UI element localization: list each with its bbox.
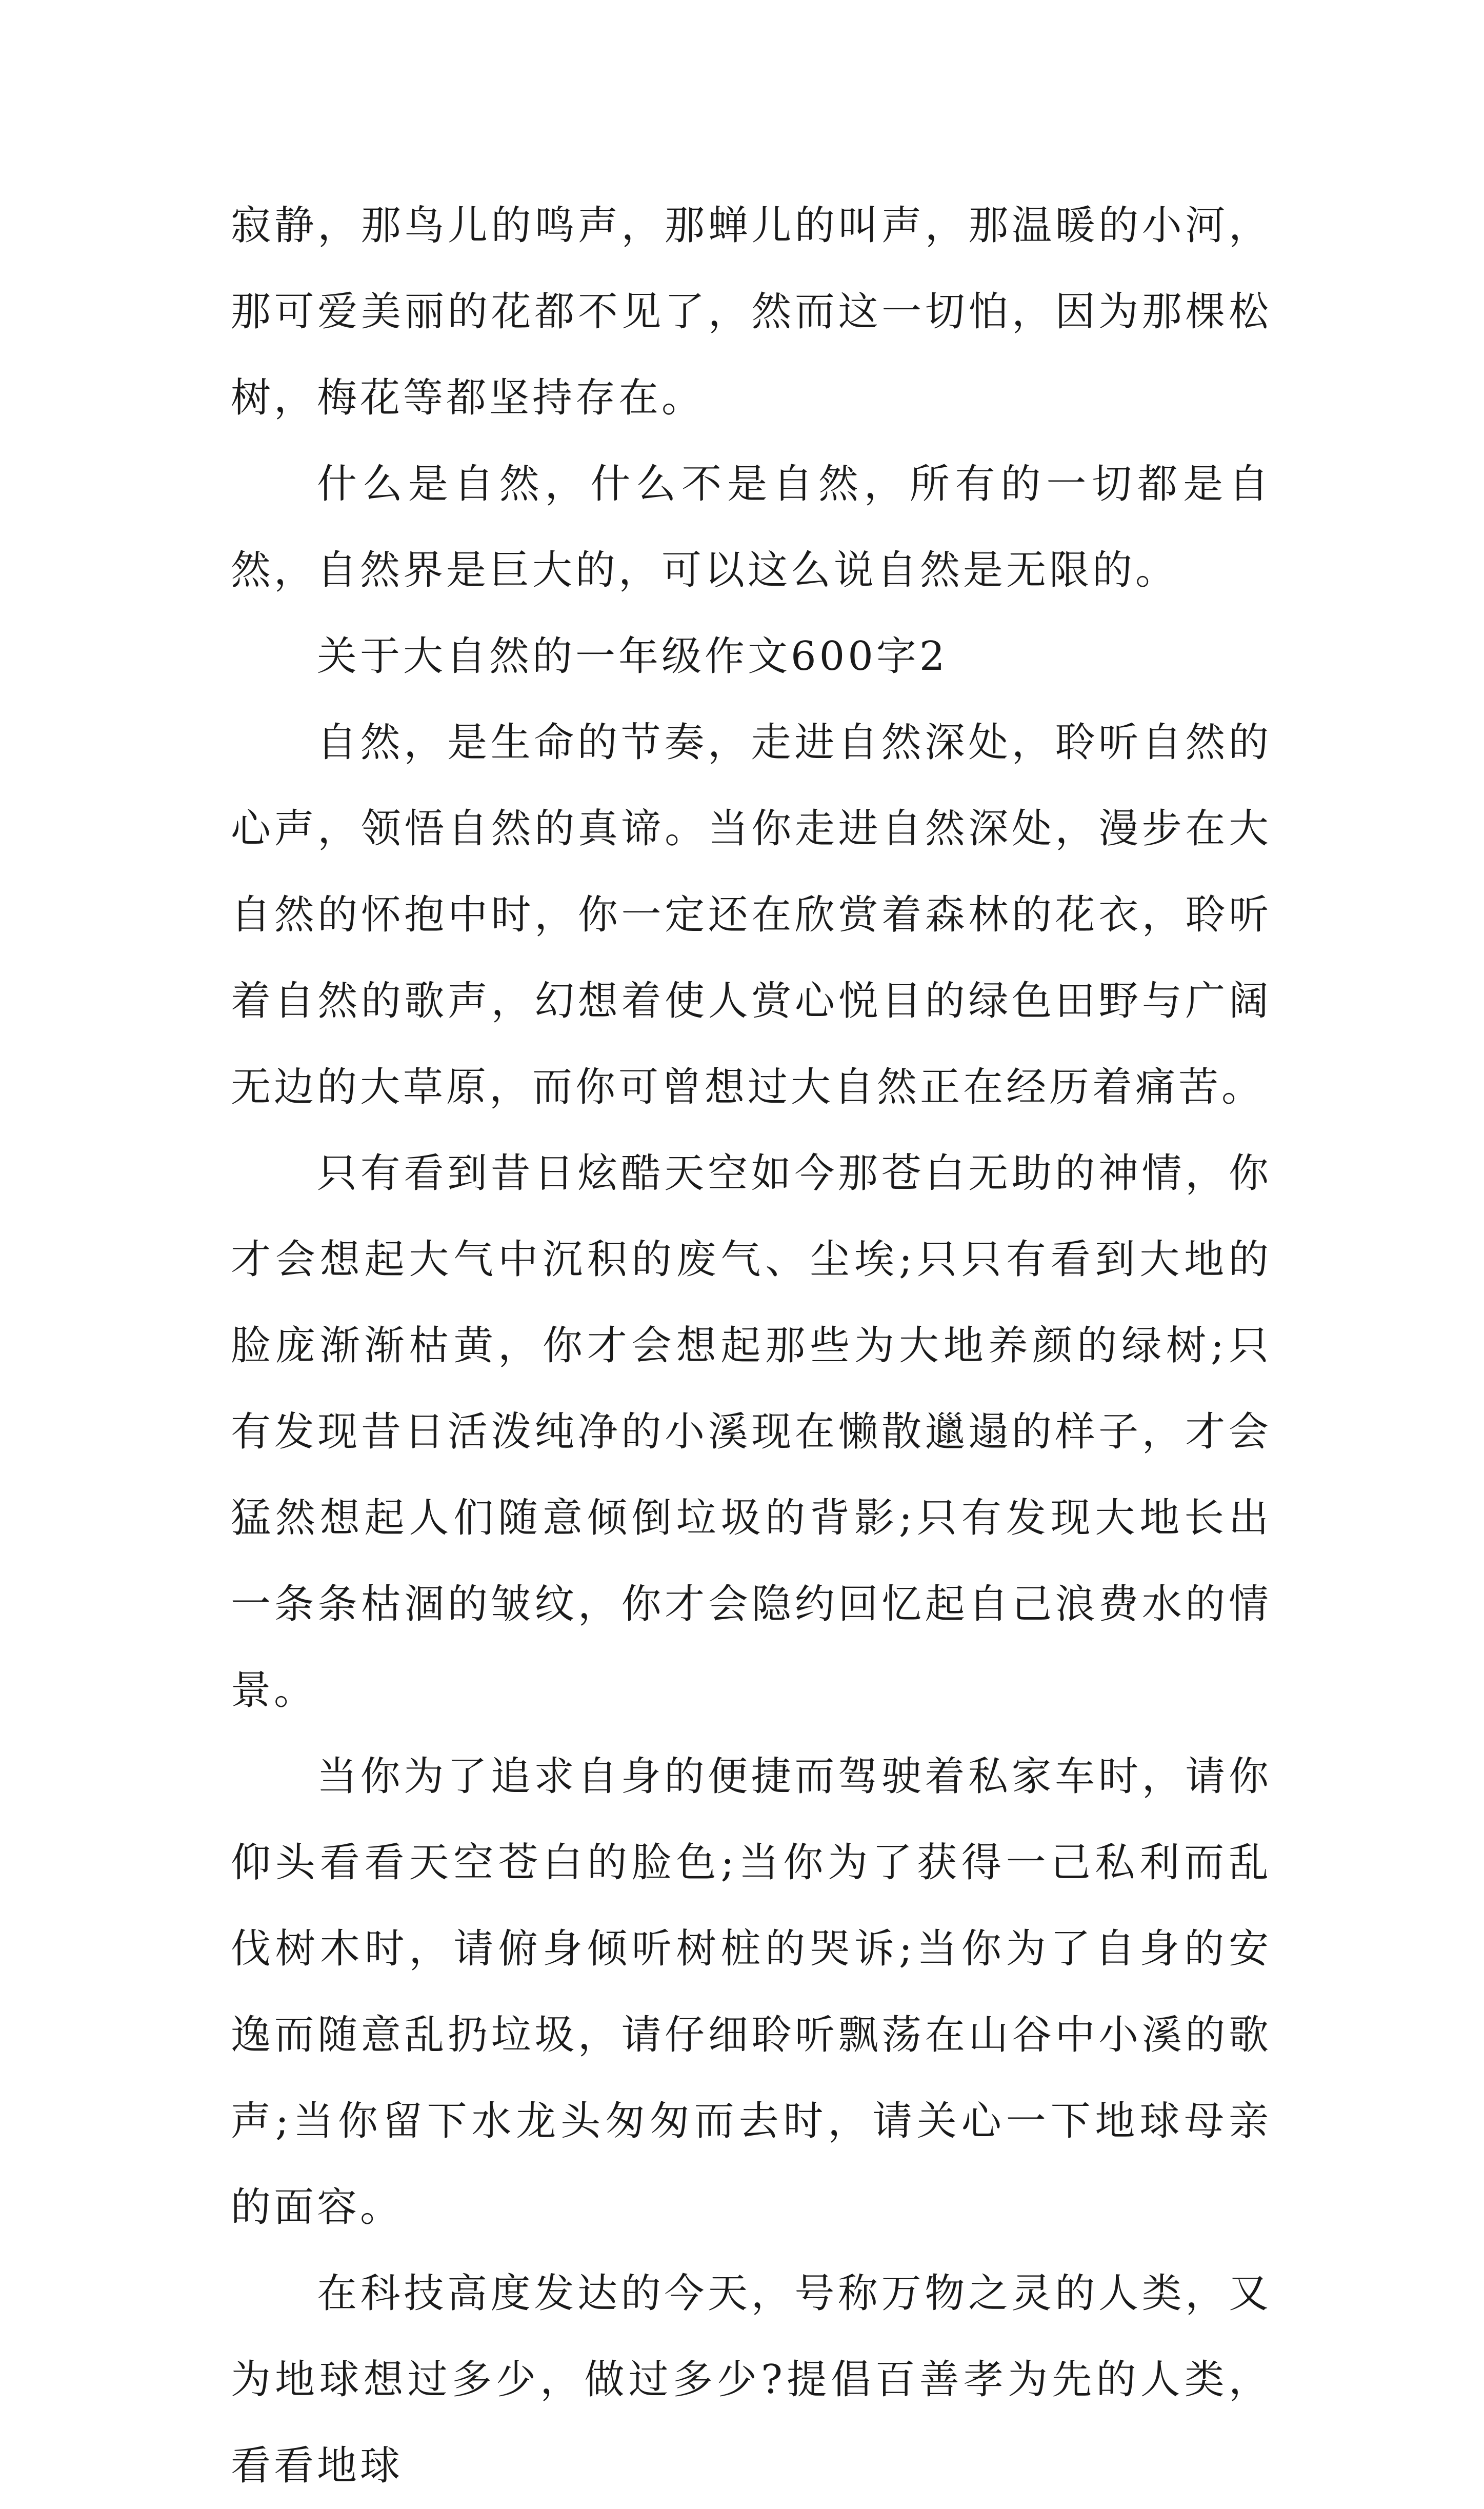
paragraph: 在科技高度发达的今天，号称万物之灵的人类，又为地球想过多少，做过多少?提倡百善孝为先的人类，看看地球 xyxy=(231,2271,1272,2489)
paragraph: 什么是自然，什么不是自然，所有的一切都是自然，自然界是巨大的，可以这么说自然是无限的。 xyxy=(231,461,1272,593)
paragraph: 当你为了追求自身的便捷而驾驶着私家车时，请你仰头看看天空苍白的脸色;当你为了获得一己私利而乱伐树木时，请俯身倾听树桩的哭诉;当你为了自身的安逸而随意乱扔垃圾，请仔细聆听飘荡在山谷中小溪的歌声;当你留下水龙头匆匆而去时，请关心一下地球母亲的面容。 xyxy=(231,1754,1272,2231)
section-heading: 关于大自然的一年级作文600字2 xyxy=(317,633,948,680)
paragraph: 只有看到昔日炫酷天空如今那苍白无助的神情，你才会想起大气中沉积的废气、尘埃;只只有看到大地的脸庞渐渐枯黄，你才会想起那些为大地养颜的绿树;只有发现昔日活泼纯净的小溪现在懒散邋遢的样子，才会猛然想起人们随意倾倒垃圾的背影;只有发现大地长出一条条枯涸的皱纹，你才会隐约回忆起自己浪费水的情景。 xyxy=(231,1150,1272,1714)
paragraph-continued: 寂静，那鸟儿的鸣声，那蝉儿的叫声，那温暖的小河，那可爱美丽的花都不见了，然而这一切怕，因为那棵松树，梅花等都坚持存在。 xyxy=(231,203,1272,421)
document-body xyxy=(231,183,1272,2509)
paragraph: 自然，是生命的节奏，走进自然深处，聆听自然的心声，领悟自然的真谛。当你走进自然深处，漫步在大自然的怀抱中时，你一定还在欣赏着森林的花衣，聆听着自然的歌声，幻想着使人赏心悦目的绿色田野与广阔无边的大草原，而你可曾想过大自然正在经历着痛苦。 xyxy=(231,720,1272,1110)
